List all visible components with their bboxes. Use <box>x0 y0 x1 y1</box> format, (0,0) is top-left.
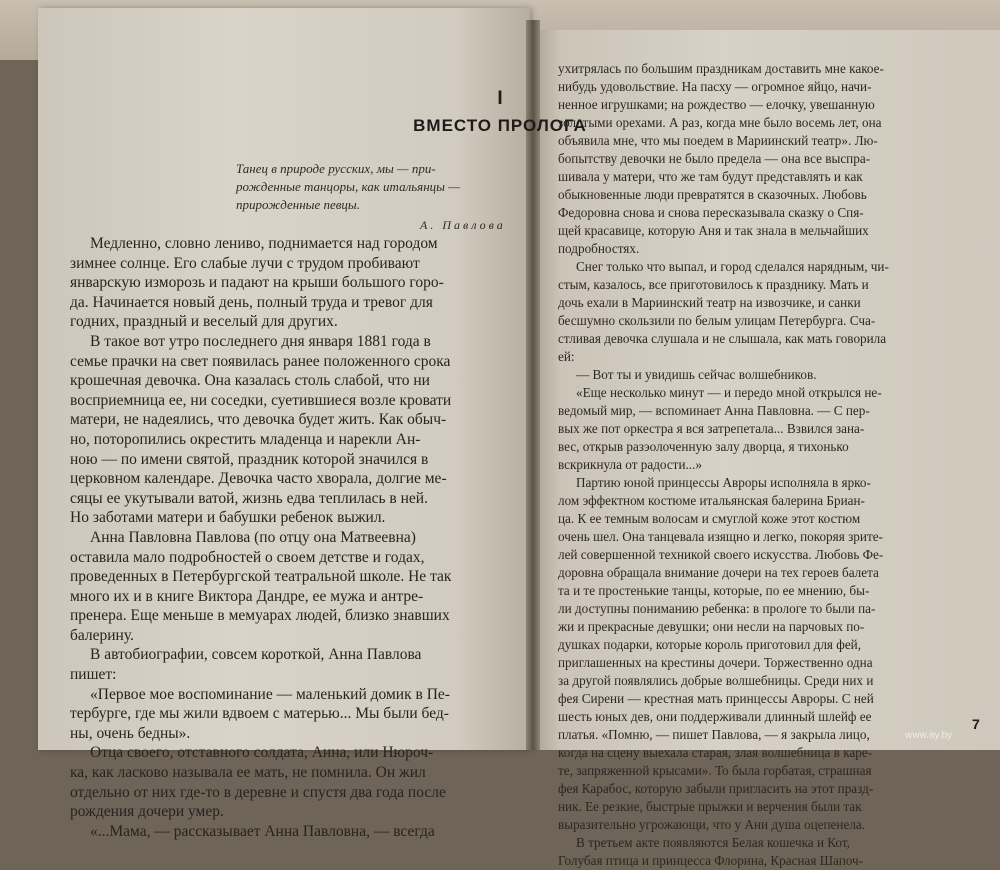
text-line: лом эффектном костюме итальянская балерина Бриан- <box>558 493 865 508</box>
text-line: фея Сирени — крестная мать принцессы Авроры. С ней <box>558 691 874 706</box>
text-line: ною — по имени святой, праздник которой значился в <box>70 450 429 468</box>
text-line: «...Мама, — рассказывает Анна Павловна, — всегда <box>90 822 435 840</box>
text-line: семье прачки на свет появилась ранее положенного срока <box>70 352 451 370</box>
text-line: матери, не надеялись, что девочка будет жить. Как обыч- <box>70 411 447 429</box>
text-line: Снег только что выпал, и город сделался нарядным, чи- <box>576 259 889 274</box>
text-line: ненное игрушками; на рождество — елочку, увешанную <box>558 97 875 112</box>
text-line: В третьем акте появляются Белая кошечка и Кот, <box>576 835 850 850</box>
text-line: вскрикнула от радости...» <box>558 457 702 472</box>
text-line: отдельно от них где-то в деревне и спустя два года после <box>70 783 446 801</box>
text-line: бесшумно скользили по белым улицам Петербурга. Сча- <box>558 313 876 328</box>
text-line: ли доступны пониманию ребенка: в прологе то были па- <box>558 601 876 616</box>
text-line: Отца своего, отставного солдата, Анна, или Нюроч- <box>90 744 434 762</box>
text-line: бопытству девочки не было предела — она все выспра- <box>558 151 871 166</box>
text-line: — Вот ты и увидишь сейчас волшебников. <box>576 367 817 382</box>
text-line: выразительно угрожающи, что у Ани душа оцепенела. <box>558 817 866 832</box>
text-line: оставила мало подробностей о своем детстве и годах, <box>70 548 425 566</box>
text-line: ны, очень бедны». <box>70 724 191 742</box>
text-line: приглашенных на крестины дочери. Торжественно одна <box>558 655 873 670</box>
text-line: восприемница ее, ни соседки, суетившиеся возле кровати <box>70 391 452 409</box>
text-line: шивала у матери, что же там будут представлять и как <box>558 169 863 184</box>
epigraph-line: прирожденные певцы. <box>236 197 360 212</box>
text-line: за другой появлялись добрые волшебницы. Среди них и <box>558 673 874 688</box>
text-line: годних, праздный и веселый для других. <box>70 313 338 331</box>
text-line: январскую изморозь и падают на крыши большого горо- <box>70 274 444 292</box>
text-line: В такое вот утро последнего дня января 1881 года в <box>90 332 431 350</box>
text-line: дочь ехали в Мариинский театр на извозчике, и санки <box>558 295 861 310</box>
text-line: щей красавице, которую Аня и так знала в мельчайших <box>558 223 869 238</box>
page-number: 7 <box>972 716 980 732</box>
epigraph-line: Танец в природе русских, мы — при- <box>236 161 436 176</box>
text-line: Голубая птица и принцесса Флорина, Красная Шапоч- <box>558 853 864 868</box>
text-line: вес, открыв разэолоченную залу дворца, я тихонько <box>558 439 849 454</box>
text-line: сяцы ее укутывали ватой, жизнь едва теплилась в ней. <box>70 489 428 507</box>
text-line: объявила мне, что мы поедем в Мариинский театр». Лю- <box>558 133 878 148</box>
text-line: Федоровна снова и снова пересказывала сказку о Спя- <box>558 205 864 220</box>
text-line: доровна обращала внимание дочери на тех героев балета <box>558 565 879 580</box>
text-line: тербурге, где мы жили вдвоем с матерью... Мы были бед- <box>70 705 449 723</box>
text-line: Медленно, словно лениво, поднимается над городом <box>90 235 438 252</box>
text-line: но, поторопились окрестить младенца и нарекли Ан- <box>70 430 421 448</box>
text-line: Но заботами матери и бабушки ребенок выжил. <box>70 509 386 527</box>
text-line: лей совершенной техникой своего искусства. Любовь Фе- <box>558 547 884 562</box>
text-line: церковном календаре. Девочка часто хворала, долгие ме- <box>70 470 447 488</box>
text-line: да. Начинается новый день, полный труда и тревог для <box>70 293 433 311</box>
text-line: ведомый мир, — вспоминает Анна Павловна. — С пер- <box>558 403 870 418</box>
text-line: проведенных в Петербургской театральной школе. Не так <box>70 568 452 586</box>
text-line: ухитрялась по большим праздникам доставить мне какое- <box>558 61 884 76</box>
text-line: пренера. Еще меньше в мемуарах людей, близко знавших <box>70 607 450 625</box>
text-line: рождения дочери умер. <box>70 803 224 821</box>
text-line: стливая девочка слушала и не слышала, как мать говорила <box>558 331 887 346</box>
text-line: Анна Павловна Павлова (по отцу она Матвеевна) <box>90 528 416 546</box>
right-page-body-text <box>558 60 978 870</box>
text-line: ца. К ее темным волосам и смуглой коже этот костюм <box>558 511 861 526</box>
epigraph-line: рожденные танцоры, как итальянцы — <box>236 179 460 194</box>
text-line: зимнее солнце. Его слабые лучи с трудом пробивают <box>70 254 420 272</box>
text-line: обыкновенные люди превратятся в сказочных. Любовь <box>558 187 867 202</box>
text-line: когда на сцену выехала старая, злая волшебница в каре- <box>558 745 873 760</box>
text-line: платья. «Помню, — пишет Павлова, — я закрыла лицо, <box>558 727 870 742</box>
text-line: та и те простенькие танцы, которые, по ее мнению, бы- <box>558 583 870 598</box>
text-line: ка, как ласково называла ее мать, не помнила. Он жил <box>70 764 426 782</box>
text-line: «Первое мое воспоминание — маленький домик в Пе- <box>90 685 450 703</box>
left-page-body-text <box>70 234 500 841</box>
text-line: шесть юных дев, они поддерживали длинный шлейф ее <box>558 709 872 724</box>
text-line: стым, казалось, все приготовилось к празднику. Мать и <box>558 277 869 292</box>
epigraph <box>236 160 504 214</box>
text-line: очень шел. Она танцевала изящно и легко, покоряя зрите- <box>558 529 883 544</box>
text-line: пишет: <box>70 666 117 684</box>
text-line: много их и в книге Виктора Дандре, ее мужа и антре- <box>70 587 424 605</box>
epigraph-author: А. Павлова <box>420 218 506 232</box>
text-line: подробностях. <box>558 241 640 256</box>
chapter-title: ВМЕСТО ПРОЛОГА <box>413 116 587 135</box>
text-line: В автобиографии, совсем короткой, Анна Павлова <box>90 646 422 664</box>
text-line: Партию юной принцессы Авроры исполняла в ярко- <box>576 475 871 490</box>
text-line: душках подарки, которые король приготовил для фей, <box>558 637 862 652</box>
text-line: «Еще несколько минут — и передо мной открылся не- <box>576 385 882 400</box>
text-line: крошечная девочка. Она казалась столь слабой, что ни <box>70 372 430 390</box>
text-line: балерину. <box>70 626 134 644</box>
text-line: ей: <box>558 349 575 364</box>
text-line: золотыми орехами. А раз, когда мне было восемь лет, она <box>558 115 882 130</box>
text-line: жи и прекрасные девушки; они несли на парчовых по- <box>558 619 865 634</box>
chapter-number: I <box>497 88 503 109</box>
watermark: www.ay.by <box>905 730 953 741</box>
text-line: фея Карабос, которую забыли пригласить на этот празд- <box>558 781 874 796</box>
text-line: нибудь удовольствие. На пасху — огромное яйцо, начи- <box>558 79 872 94</box>
text-line: вых же пот оркестра я вся затрепетала... Взвился зана- <box>558 421 865 436</box>
text-line: ник. Ее резкие, быстрые прыжки и верчения были так <box>558 799 862 814</box>
text-line: те, запряженной крысами». То была горбатая, страшная <box>558 763 872 778</box>
